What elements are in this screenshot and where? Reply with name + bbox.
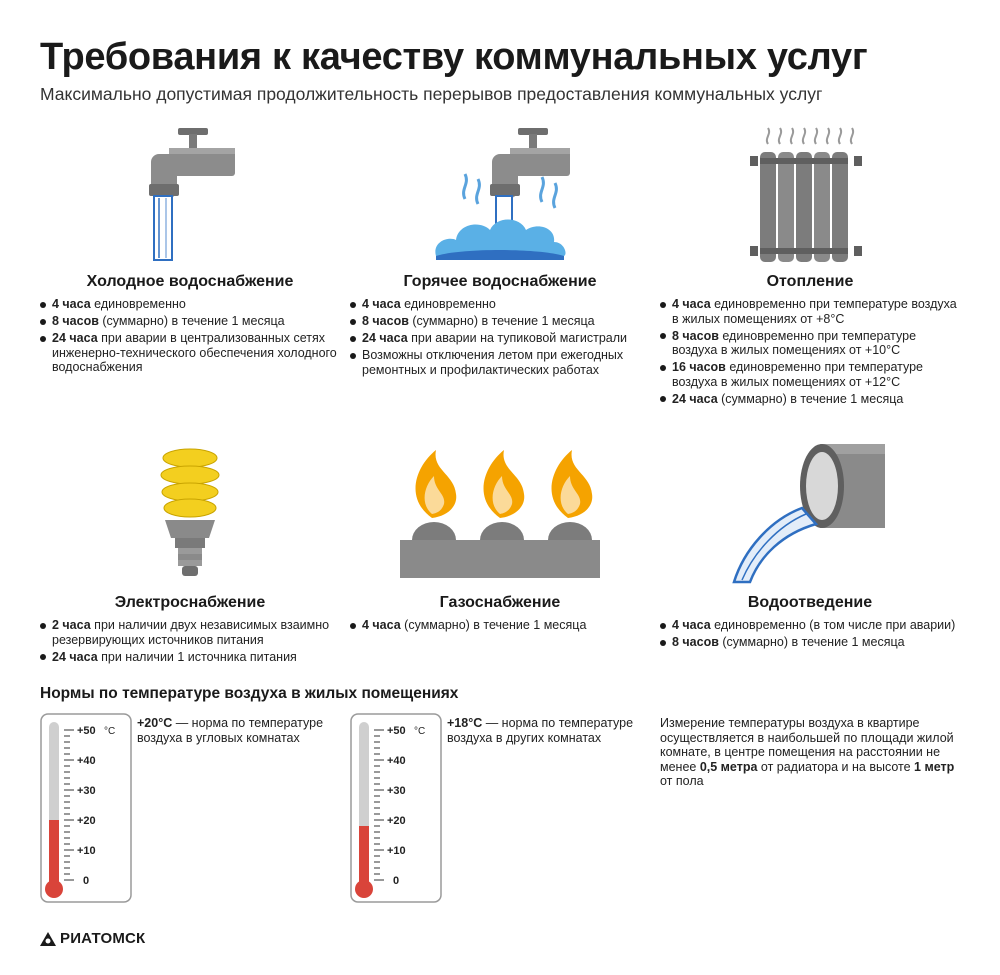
norm-corner-rooms: +20°С — норма по температуре воздуха в угловых комнатах [137, 716, 324, 745]
service-list-cold-water [40, 297, 340, 377]
tick-label: 0 [83, 875, 90, 887]
light-bulb-icon [155, 446, 225, 581]
tick-label: +20 [387, 815, 406, 827]
tick-label: +10 [77, 845, 96, 857]
list-item: 2 часа при наличии двух независимых взаимно резервирующих источников питания [40, 618, 340, 647]
page-subtitle: Максимально допустимая продолжительность перерывов предоставления коммунальных услуг [40, 84, 823, 104]
service-list-heating [660, 297, 960, 409]
service-title-drainage: Водоотведение [747, 594, 873, 611]
list-item: 4 часа единовременно (в том числе при аварии) [660, 618, 960, 633]
list-item: 4 часа (суммарно) в течение 1 месяца [350, 618, 650, 633]
norm-other-rooms: +18°С — норма по температуре воздуха в других комнатах [447, 716, 634, 745]
service-title-cold-water: Холодное водоснабжение [86, 273, 294, 290]
tick-label: +10 [387, 845, 406, 857]
tick-label: +30 [387, 785, 406, 797]
page-title: Требования к качеству коммунальных услуг [40, 36, 868, 78]
hot-water-tap-icon [430, 124, 570, 264]
tick-label: +20 [77, 815, 96, 827]
tick-label: +50 [77, 725, 96, 737]
norms-title: Нормы по температуре воздуха в жилых помещениях [40, 685, 459, 702]
thermometer-other-rooms [350, 713, 442, 903]
list-item: 24 часа при аварии на тупиковой магистрали [350, 331, 650, 346]
tick-label: 0 [393, 875, 400, 887]
tick-label: +30 [77, 785, 96, 797]
tick-label: +50 [387, 725, 406, 737]
logo-mark-icon [40, 932, 56, 946]
ria-tomsk-logo [40, 930, 145, 947]
service-list-hot-water [350, 297, 650, 380]
list-item: 8 часов (суммарно) в течение 1 месяца [660, 635, 960, 650]
service-title-gas: Газоснабжение [439, 594, 561, 611]
logo-text: РИАТОМСК [60, 930, 146, 947]
list-item: 8 часов (суммарно) в течение 1 месяца [40, 314, 340, 329]
measurement-note: Измерение температуры воздуха в квартире осуществляется в наибольшей по площади жилой комнате, в центре помещения на расстоянии не менее 0,5 метра от радиатора и на высоте 1 метр от пола [660, 716, 955, 788]
service-list-electricity [40, 618, 340, 667]
list-item: 4 часа единовременно [40, 297, 340, 312]
service-list-drainage [660, 618, 960, 652]
list-item: 24 часа (суммарно) в течение 1 месяца [660, 392, 960, 407]
list-item: 8 часов (суммарно) в течение 1 месяца [350, 314, 650, 329]
list-item: 4 часа единовременно [350, 297, 650, 312]
unit-label: °C [414, 726, 426, 737]
list-item: 24 часа при наличии 1 источника питания [40, 650, 340, 665]
tick-label: +40 [387, 755, 406, 767]
drain-pipe-icon [730, 440, 885, 585]
service-list-gas [350, 618, 650, 635]
service-title-electricity: Электроснабжение [114, 594, 266, 611]
list-item: 8 часов единовременно при температуре воздуха в жилых помещениях от +10°С [660, 329, 960, 358]
service-title-hot-water: Горячее водоснабжение [403, 273, 597, 290]
thermometer-corner-rooms [40, 713, 132, 903]
service-title-heating: Отопление [766, 273, 854, 290]
radiator-icon [750, 124, 870, 264]
list-item: Возможны отключения летом при ежегодных ремонтных и профилактических работах [350, 348, 650, 377]
list-item: 24 часа при аварии в централизованных сетях инженерно-технического обеспечения холодного водоснабжения [40, 331, 340, 375]
list-item: 16 часов единовременно при температуре воздуха в жилых помещениях от +12°С [660, 360, 960, 389]
unit-label: °C [104, 726, 116, 737]
tick-label: +40 [77, 755, 96, 767]
list-item: 4 часа единовременно при температуре воздуха в жилых помещениях от +8°С [660, 297, 960, 326]
cold-water-tap-icon [145, 124, 235, 264]
gas-burner-icon [398, 446, 603, 581]
